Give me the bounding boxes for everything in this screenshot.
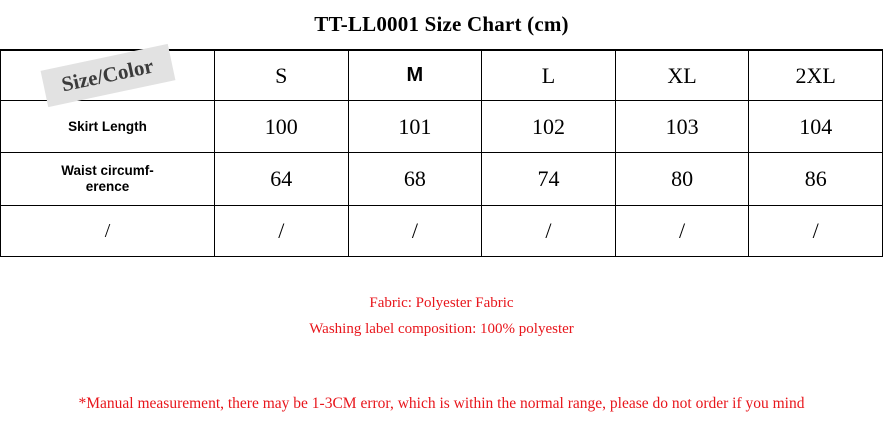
column-header-m: M <box>348 51 482 101</box>
cell-waist-xl: 80 <box>615 153 749 206</box>
cell-empty-2xl: / <box>749 206 883 257</box>
column-header-xl: XL <box>615 51 749 101</box>
cell-skirt-length-2xl: 104 <box>749 101 883 153</box>
column-header-2xl: 2XL <box>749 51 883 101</box>
table-row <box>1 101 883 153</box>
waist-label-lines <box>1 163 214 194</box>
cell-waist-l: 74 <box>482 153 616 206</box>
notes-section <box>0 257 883 436</box>
size-color-corner-cell <box>1 51 215 101</box>
waist-label-line-2: erence <box>85 179 130 194</box>
cell-skirt-length-xl: 103 <box>615 101 749 153</box>
column-header-l: L <box>482 51 616 101</box>
document-title-bar <box>0 0 883 50</box>
size-color-label: Size/Color <box>59 53 156 97</box>
table-header-row <box>1 51 883 101</box>
column-header-s: S <box>215 51 349 101</box>
cell-waist-m: 68 <box>348 153 482 206</box>
row-label-waist-circumference <box>1 153 215 206</box>
cell-waist-s: 64 <box>215 153 349 206</box>
size-color-wrapper <box>1 51 214 100</box>
page-title: TT-LL0001 Size Chart (cm) <box>314 12 569 36</box>
size-chart-table <box>0 50 883 257</box>
cell-skirt-length-s: 100 <box>215 101 349 153</box>
note-fabric: Fabric: Polyester Fabric <box>369 295 514 311</box>
row-label-empty: / <box>1 206 215 257</box>
cell-empty-s: / <box>215 206 349 257</box>
table-row <box>1 153 883 206</box>
cell-skirt-length-l: 102 <box>482 101 616 153</box>
row-label-skirt-length: Skirt Length <box>1 101 215 153</box>
note-measurement-warning: *Manual measurement, there may be 1-3CM error, which is within the normal range, please do not order if you mind <box>78 395 805 412</box>
note-washing-label: Washing label composition: 100% polyester <box>309 321 574 337</box>
waist-label-line-1: Waist circumf- <box>61 163 154 179</box>
cell-empty-m: / <box>348 206 482 257</box>
cell-skirt-length-m: 101 <box>348 101 482 153</box>
cell-waist-2xl: 86 <box>749 153 883 206</box>
cell-empty-l: / <box>482 206 616 257</box>
cell-empty-xl: / <box>615 206 749 257</box>
table-row <box>1 206 883 257</box>
